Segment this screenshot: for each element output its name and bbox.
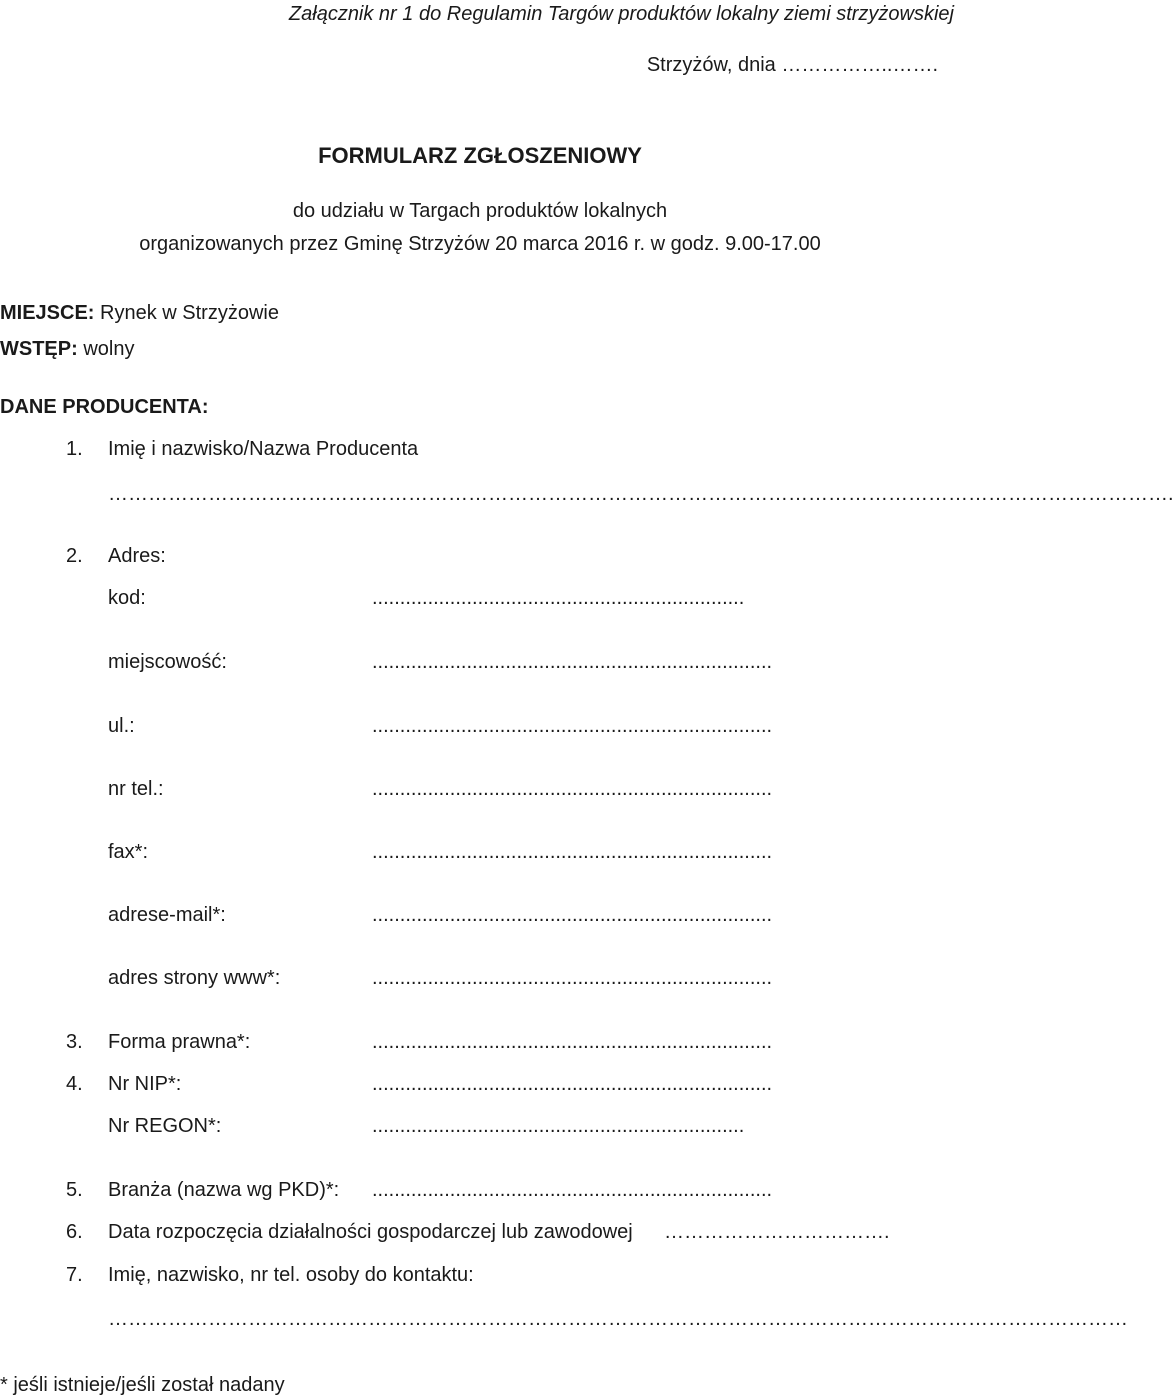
start-date-fill-line[interactable]: ……………………………. — [664, 1221, 890, 1243]
code-fill-line[interactable]: ................................................................... — [372, 587, 745, 609]
phone-label: nr tel.: — [108, 778, 164, 800]
code-label: kod: — [108, 587, 146, 609]
entry-value: wolny — [77, 338, 135, 360]
fax-fill-line[interactable]: ........................................................................ — [372, 841, 773, 863]
regon-fill-line[interactable]: ................................................................... — [372, 1115, 745, 1137]
city-fill-line[interactable]: ........................................................................ — [372, 651, 773, 673]
entry-label: WSTĘP: — [0, 338, 78, 360]
www-label: adres strony www*: — [108, 967, 281, 989]
nip-label: Nr NIP*: — [108, 1073, 182, 1095]
street-label: ul.: — [108, 715, 135, 737]
item-number-6: 6. — [66, 1221, 83, 1243]
branch-label: Branża (nazwa wg PKD)*: — [108, 1179, 340, 1201]
legal-form-fill-line[interactable]: ........................................................................ — [372, 1031, 773, 1053]
fax-label: fax*: — [108, 841, 149, 863]
name-fill-line[interactable]: ……………………………………………………………………………………………………………………………………………. — [108, 483, 1174, 505]
form-title: FORMULARZ ZGŁOSZENIOWY — [318, 143, 642, 168]
branch-fill-line[interactable]: ........................................................................ — [372, 1179, 773, 1201]
email-fill-line[interactable]: ........................................................................ — [372, 904, 773, 926]
name-label: Imię i nazwisko/Nazwa Producenta — [108, 438, 419, 460]
place-value: Rynek w Strzyżowie — [94, 302, 279, 324]
address-label: Adres: — [108, 545, 166, 567]
footnote: * jeśli istnieje/jeśli został nadany — [0, 1374, 285, 1396]
start-date-label: Data rozpoczęcia działalności gospodarczej lub zawodowej — [108, 1221, 633, 1243]
city-label: miejscowość: — [108, 651, 227, 673]
producer-heading: DANE PRODUCENTA: — [0, 396, 209, 418]
regon-label: Nr REGON*: — [108, 1115, 222, 1137]
contact-fill-line[interactable]: ……………………………………………………………………………………………………………………………………… — [108, 1308, 1128, 1330]
legal-form-label: Forma prawna*: — [108, 1031, 251, 1053]
item-number-2: 2. — [66, 545, 83, 567]
contact-label: Imię, nazwisko, nr tel. osoby do kontaktu: — [108, 1264, 474, 1286]
www-fill-line[interactable]: ........................................................................ — [372, 967, 773, 989]
nip-fill-line[interactable]: ........................................................................ — [372, 1073, 773, 1095]
annex-note: Załącznik nr 1 do Regulamin Targów produktów lokalny ziemi strzyżowskiej — [288, 3, 954, 25]
place-row — [0, 303, 279, 323]
form-subtitle-line1: do udziału w Targach produktów lokalnych — [292, 200, 668, 222]
item-number-3: 3. — [66, 1031, 83, 1053]
item-number-1: 1. — [66, 438, 83, 460]
email-label: adrese-mail*: — [108, 904, 226, 926]
item-number-5: 5. — [66, 1179, 83, 1201]
item-number-7: 7. — [66, 1264, 83, 1286]
form-subtitle-line2: organizowanych przez Gminę Strzyżów 20 marca 2016 r. w godz. 9.00-17.00 — [139, 233, 821, 255]
item-number-4: 4. — [66, 1073, 83, 1095]
entry-row — [0, 339, 134, 359]
phone-fill-line[interactable]: ........................................................................ — [372, 778, 773, 800]
place-date: Strzyżów, dnia ……………..……. — [646, 54, 938, 76]
street-fill-line[interactable]: ........................................................................ — [372, 715, 773, 737]
place-label: MIEJSCE: — [0, 302, 95, 324]
